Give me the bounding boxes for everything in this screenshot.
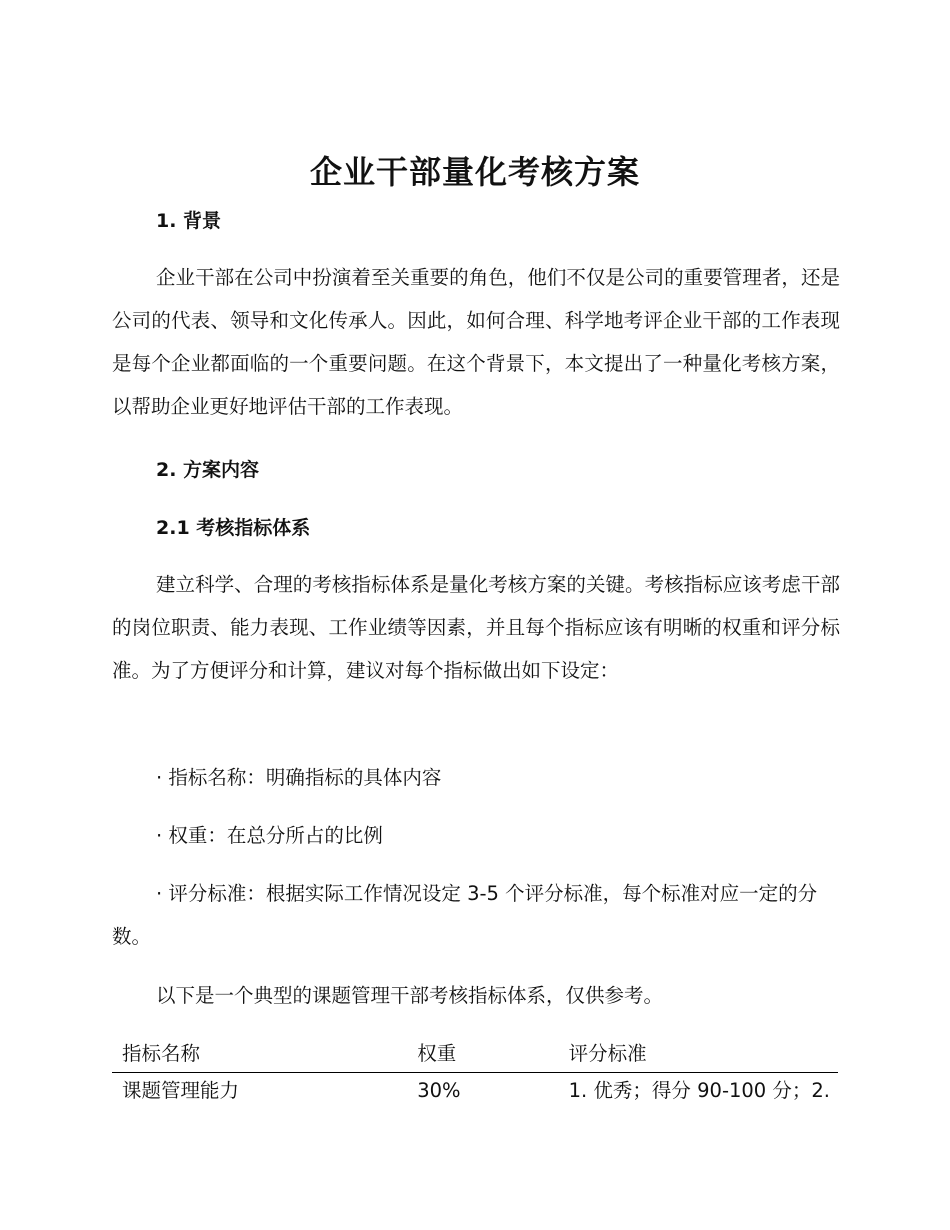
section-heading-plan: 2. 方案内容	[156, 459, 260, 481]
bullet-item-name: · 指标名称：明确指标的具体内容	[156, 766, 442, 789]
table-header-cell: 权重	[407, 1038, 558, 1073]
indicator-table	[112, 1038, 838, 1107]
table-header-cell: 指标名称	[112, 1038, 407, 1073]
background-paragraph: 企业干部在公司中扮演着至关重要的角色，他们不仅是公司的重要管理者，还是公司的代表、领导和文化传承人。因此，如何合理、科学地考评企业干部的工作表现是每个企业都面临的一个重要问题。在这个背景下，本文提出了一种量化考核方案，以帮助企业更好地评估干部的工作表现。	[112, 266, 840, 418]
table-cell: 课题管理能力	[122, 1079, 240, 1102]
section-heading-background: 1. 背景	[156, 210, 222, 232]
table-cell: 1. 优秀；得分 90-100 分；2.	[568, 1079, 830, 1102]
bullet-item-weight: · 权重：在总分所占的比例	[156, 824, 383, 847]
table-row	[112, 1073, 838, 1108]
section-heading-indicators: 2.1 考核指标体系	[156, 517, 311, 539]
indicator-paragraph: 建立科学、合理的考核指标体系是量化考核方案的关键。考核指标应该考虑干部的岗位职责、能力表现、工作业绩等因素，并且每个指标应该有明晰的权重和评分标准。为了方便评分和计算，建议对每个指标做出如下设定：	[112, 573, 840, 682]
table-header-row	[112, 1038, 838, 1073]
table-intro-paragraph: 以下是一个典型的课题管理干部考核指标体系，仅供参考。	[156, 984, 664, 1007]
table-cell: 30%	[417, 1079, 461, 1102]
table-header-cell: 评分标准	[559, 1038, 838, 1073]
document-title: 企业干部量化考核方案	[309, 153, 640, 191]
bullet-item-scoring: · 评分标准：根据实际工作情况设定 3-5 个评分标准，每个标准对应一定的分数。	[112, 882, 818, 948]
